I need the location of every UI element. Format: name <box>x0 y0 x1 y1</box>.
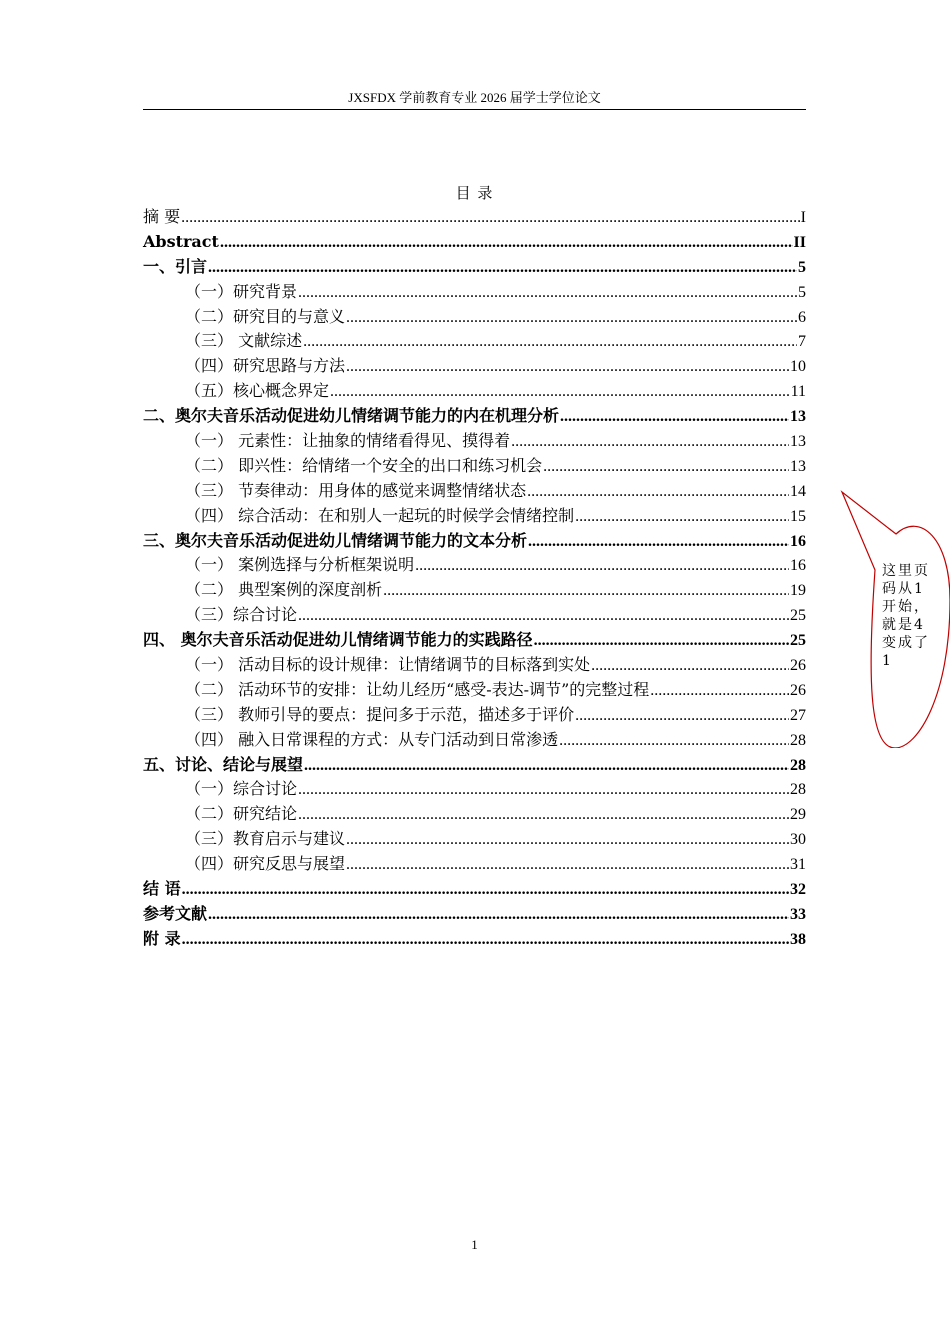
page-number: 1 <box>471 1237 478 1252</box>
toc-entry[interactable] <box>143 504 806 529</box>
toc-entry-title: 三、奥尔夫音乐活动促进幼儿情绪调节能力的文本分析 <box>143 530 528 550</box>
toc-entry[interactable] <box>143 653 806 678</box>
toc-entry[interactable] <box>143 479 806 504</box>
toc-entry-title: （一） 活动目标的设计规律：让情绪调节的目标落到实处 <box>185 655 591 675</box>
toc-entry-page: 29 <box>790 806 806 824</box>
toc-leader-dots <box>330 380 790 405</box>
toc-entry-page: 14 <box>790 482 806 500</box>
toc-entry-page: 19 <box>790 582 806 600</box>
toc-entry-page: 13 <box>790 433 806 451</box>
toc-entry-page: I <box>800 209 806 226</box>
comment-callout[interactable] <box>838 490 950 748</box>
toc-entry[interactable] <box>143 354 806 379</box>
toc-entry-page: 15 <box>790 507 806 525</box>
toc-entry-page: 16 <box>790 557 806 575</box>
toc-entry-page: 10 <box>790 358 806 376</box>
comment-text: 这里页码从1开始，就是4变成了1 <box>882 563 930 669</box>
toc-entry-title: （三）教育启示与建议 <box>185 829 346 849</box>
toc-leader-dots <box>298 803 789 828</box>
toc-entry[interactable] <box>143 753 806 778</box>
toc-leader-dots <box>559 729 789 754</box>
toc-title: 目 录 <box>455 184 494 202</box>
toc-entry-title: （二）研究结论 <box>185 804 298 824</box>
toc-entry-title: 摘 要 <box>143 207 181 226</box>
toc-entry-page: 26 <box>790 657 806 675</box>
toc-leader-dots <box>346 306 797 331</box>
toc-entry-title: （四）研究思路与方法 <box>185 356 346 376</box>
toc-entry-title: （二） 典型案例的深度剖析 <box>185 580 383 600</box>
toc-entry-page: 30 <box>790 831 806 849</box>
toc-leader-dots <box>181 206 800 231</box>
toc-entry[interactable] <box>143 902 806 927</box>
toc-entry-title: 二、奥尔夫音乐活动促进幼儿情绪调节能力的内在机理分析 <box>143 406 560 426</box>
toc-leader-dots <box>208 903 789 928</box>
toc-entry-title: （一） 元素性：让抽象的情绪看得见、摸得着 <box>185 431 511 451</box>
toc-leader-dots <box>383 579 789 604</box>
toc-entry-page: 13 <box>790 408 806 426</box>
header-rule <box>143 109 806 110</box>
toc-entry[interactable] <box>143 329 806 354</box>
toc-entry-page: 26 <box>790 681 806 699</box>
toc-entry[interactable] <box>143 877 806 902</box>
toc-entry-title: （四） 融入日常课程的方式：从专门活动到日常渗透 <box>185 729 559 749</box>
toc-entry[interactable] <box>143 529 806 554</box>
toc-entry-page: II <box>793 233 806 251</box>
toc-leader-dots <box>346 853 789 878</box>
toc-leader-dots <box>303 330 797 355</box>
toc-leader-dots <box>346 355 789 380</box>
toc-entry[interactable] <box>143 728 806 753</box>
toc-entry[interactable] <box>143 255 806 280</box>
toc-leader-dots <box>528 530 789 555</box>
toc-leader-dots <box>560 405 789 430</box>
toc-entry-title: （二） 活动环节的安排：让幼儿经历“感受-表达-调节”的完整过程 <box>185 679 650 699</box>
table-of-contents <box>143 205 806 952</box>
toc-entry[interactable] <box>143 404 806 429</box>
toc-leader-dots <box>208 256 797 281</box>
toc-entry-title: （一）研究背景 <box>185 281 298 301</box>
toc-entry-page: 16 <box>790 532 806 550</box>
toc-entry[interactable] <box>143 205 806 230</box>
toc-leader-dots <box>591 654 789 679</box>
toc-entry-page: 7 <box>798 333 806 351</box>
toc-entry-title: 一、引言 <box>143 256 208 276</box>
toc-entry[interactable] <box>143 802 806 827</box>
toc-entry-title: 参考文献 <box>143 903 208 923</box>
toc-entry-title: 附 录 <box>143 928 181 948</box>
toc-entry-title: （二）研究目的与意义 <box>185 306 346 326</box>
toc-leader-dots <box>650 679 789 704</box>
toc-entry-title: （三） 节奏律动：用身体的感觉来调整情绪状态 <box>185 480 527 500</box>
toc-entry[interactable] <box>143 230 806 255</box>
toc-leader-dots <box>182 928 789 953</box>
toc-entry-page: 25 <box>790 607 806 625</box>
toc-entry-page: 33 <box>790 905 806 923</box>
toc-entry-title: Abstract <box>143 231 219 251</box>
toc-leader-dots <box>182 878 789 903</box>
toc-entry[interactable] <box>143 305 806 330</box>
toc-leader-dots <box>415 554 789 579</box>
toc-entry[interactable] <box>143 454 806 479</box>
toc-entry-page: 5 <box>798 258 806 276</box>
toc-entry[interactable] <box>143 927 806 952</box>
toc-entry-page: 5 <box>798 283 806 301</box>
toc-entry-title: （四） 综合活动：在和别人一起玩的时候学会情绪控制 <box>185 505 575 525</box>
toc-entry-page: 28 <box>790 731 806 749</box>
toc-entry[interactable] <box>143 777 806 802</box>
toc-leader-dots <box>298 281 797 306</box>
toc-entry[interactable] <box>143 827 806 852</box>
toc-entry[interactable] <box>143 852 806 877</box>
toc-entry[interactable] <box>143 553 806 578</box>
toc-entry-title: 五、讨论、结论与展望 <box>143 754 304 774</box>
toc-entry-title: （三） 教师引导的要点：提问多于示范，描述多于评价 <box>185 704 575 724</box>
toc-leader-dots <box>575 704 789 729</box>
toc-leader-dots <box>511 430 789 455</box>
toc-entry[interactable] <box>143 429 806 454</box>
toc-entry-page: 32 <box>790 881 806 899</box>
toc-leader-dots <box>575 505 789 530</box>
toc-leader-dots <box>220 231 793 256</box>
toc-entry-page: 13 <box>790 457 806 475</box>
toc-entry-page: 28 <box>790 781 806 799</box>
toc-entry-page: 28 <box>790 756 806 774</box>
toc-leader-dots <box>346 828 789 853</box>
toc-entry[interactable] <box>143 379 806 404</box>
toc-entry-page: 31 <box>790 856 806 874</box>
toc-entry[interactable] <box>143 628 806 653</box>
toc-entry-title: （四）研究反思与展望 <box>185 854 346 874</box>
toc-entry-title: （二） 即兴性：给情绪一个安全的出口和练习机会 <box>185 455 543 475</box>
toc-entry[interactable] <box>143 280 806 305</box>
toc-entry[interactable] <box>143 603 806 628</box>
toc-entry-page: 38 <box>790 930 806 948</box>
toc-leader-dots <box>304 754 789 779</box>
toc-entry-title: （三）综合讨论 <box>185 605 298 625</box>
toc-entry-title: （一） 案例选择与分析框架说明 <box>185 555 415 575</box>
toc-entry-page: 6 <box>798 308 806 326</box>
toc-leader-dots <box>298 604 789 629</box>
toc-leader-dots <box>527 480 789 505</box>
toc-entry[interactable] <box>143 578 806 603</box>
toc-entry[interactable] <box>143 703 806 728</box>
toc-entry-page: 11 <box>790 383 806 401</box>
toc-entry-title: （五）核心概念界定 <box>185 381 330 401</box>
toc-entry[interactable] <box>143 678 806 703</box>
toc-entry-title: （三） 文献综述 <box>185 331 303 351</box>
running-header: JXSFDX 学前教育专业 2026 届学士学位论文 <box>348 90 601 105</box>
toc-entry-title: 四、 奥尔夫音乐活动促进幼儿情绪调节能力的实践路径 <box>143 630 533 650</box>
toc-entry-page: 27 <box>790 706 806 724</box>
toc-leader-dots <box>534 629 789 654</box>
toc-entry-title: （一）综合讨论 <box>185 779 298 799</box>
toc-entry-page: 25 <box>790 632 806 650</box>
toc-leader-dots <box>543 455 789 480</box>
toc-entry-title: 结 语 <box>143 879 181 899</box>
toc-leader-dots <box>298 778 789 803</box>
